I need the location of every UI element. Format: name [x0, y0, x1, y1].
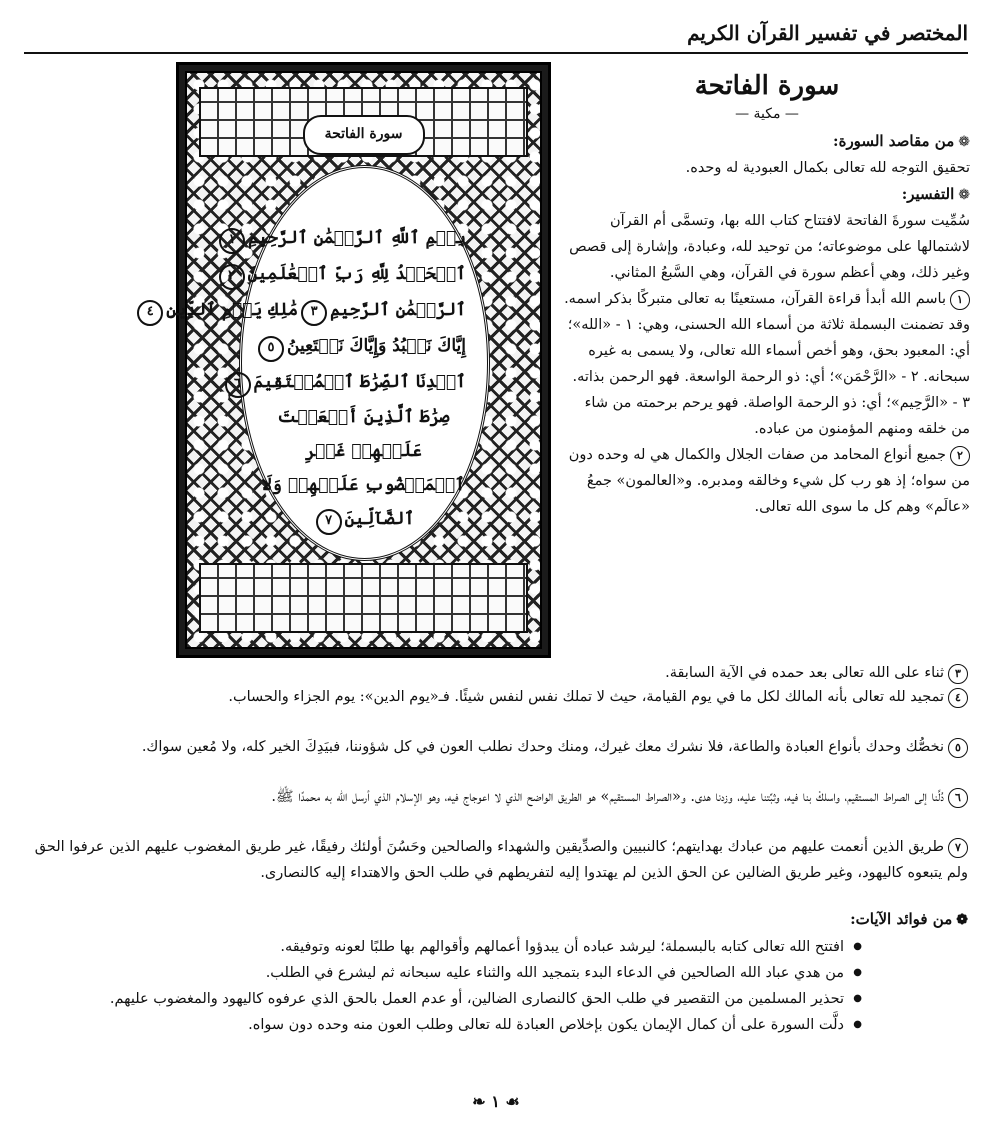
ayah-line: ٱلرَّحۡمَٰنِ ٱلرَّحِيمِ٣مَٰلِكِ يَوۡمِ ٱلدِّينِ٤: [261, 292, 466, 328]
ayah-number: ٣: [301, 300, 327, 326]
sura-type: — مكية —: [735, 106, 799, 122]
ayat-text: [146, 220, 466, 536]
ornament-icon: ☙: [499, 1092, 520, 1111]
sura-title: سورة الفاتحة: [694, 71, 840, 101]
verse-number: ٢: [950, 446, 970, 466]
tafsir-verse-1: ١باسم الله أبدأ قراءة القرآن، مستعينًا به تعالى متبركًا بذكر اسمه. وقد تضمنت البسملة ثلاثة من أسماء الله الحسنى، وهي: ١ - «الله»؛ أي: المعبود بحق، وهو أخص أسماء الله تعالى، ولا يسمى به غيره سبحانه. ٢ - «الرَّحْمَن»؛ أي: ذو الرحمة الواسعة. فهو الرحمن بذاته. ٣ - «الرَّحِيم»؛ أي: ذو الرحمة الواصلة. فهو يرحم برحمته من شاء من خلقه ومنهم المؤمنون من عباده.: [564, 291, 970, 437]
list-item: ● من هدي عباد الله الصالحين في الدعاء البدء بتمجيد الله والثناء عليه سبحانه ثم ليشرع في الطلب.: [24, 960, 862, 986]
tafsir-verse-7: ٧طريق الذين أنعمت عليهم من عبادك بهدايتهم؛ كالنبيين والصدِّيقين والشهداء والصالحين وحَسُنَ أولئك رفيقًا، غير طريق المغضوب عليهم الذين عرفوا الحق ولم يتبعوه كاليهود، وغير طريق الضالين عن الحق الذين لم يهتدوا إليه لتفريطهم في طلب الحق والاهتداء إليه كالنصارى.: [34, 839, 968, 881]
ayah-line: إِيَّاكَ نَعۡبُدُ وَإِيَّاكَ نَسۡتَعِينُ٥: [261, 328, 466, 364]
list-item: ● دلَّت السورة على أن كمال الإيمان يكون بإخلاص العبادة لله تعالى وطلب العون منه وحده دون سواه.: [24, 1012, 862, 1038]
ornament-icon: ❧: [472, 1092, 492, 1111]
verse-number: ٧: [948, 838, 968, 858]
ayah-number: ٤: [137, 300, 163, 326]
tafsir-verse-3: ٣ثناء على الله تعالى بعد حمده في الآية السابقة.: [24, 660, 968, 686]
frame-band-bottom: [199, 563, 528, 633]
flower-icon: ❁: [958, 134, 970, 150]
ayah-number: ٧: [316, 509, 342, 535]
ayah-number: ٦: [225, 372, 251, 398]
tafsir-heading: التفسير:: [901, 185, 955, 203]
flower-icon: ❁: [958, 187, 970, 203]
ayah-line: صِرَٰطَ ٱلَّذِينَ أَنۡعَمۡتَ عَلَيۡهِمۡ غَيۡرِ ٱلۡمَغۡضُوبِ عَلَيۡهِمۡ وَلَا ٱلضَّآلِّينَ٧: [261, 400, 466, 536]
tafsir-verse-4: ٤تمجيد لله تعالى بأنه المالك لكل ما في يوم القيامة، حيث لا تملك نفس لنفس شيئًا. فـ«يوم الدين»: يوم الجزاء والحساب.: [24, 684, 968, 710]
maqasid-heading: من مقاصد السورة:: [833, 132, 955, 150]
header-rule: [24, 52, 968, 54]
verse-number: ٤: [948, 688, 968, 708]
ayah-line: ٱلۡحَمۡدُ لِلَّهِ رَبِّ ٱلۡعَٰلَمِينَ٢: [261, 256, 466, 292]
verse-number: ٣: [948, 664, 968, 684]
tafsir-verse-6: ٦دُلَّنا إلى الصراط المستقيم، واسلكْ بنا فيه، وثبِّتنا عليه، وزدنا هدى. و«الصراط المستقيم» هو الطريق الواضح الذي لا اعوجاج فيه، وهو الإسلام الذي أرسل الله به محمدًا ﷺ.: [24, 784, 968, 810]
ayah-number: ٢: [219, 264, 245, 290]
fawaid-heading: ❁من فوائد الآيات:: [850, 910, 968, 928]
verse-number: ١: [950, 290, 970, 310]
ayah-number: ٥: [258, 336, 284, 362]
page-number: ❧ ١ ☙: [472, 1092, 520, 1111]
tafsir-verse-5: ٥نخصُّك وحدك بأنواع العبادة والطاعة، فلا نشرك معك غيرك، ومنك وحدك نطلب العون في كل شؤوننا، فبيَدِكَ الخير كله، ولا مُعين سواك.: [24, 734, 968, 760]
fatiha-frame: [146, 62, 551, 658]
verse-number: ٦: [948, 788, 968, 808]
ayah-line: بِسۡمِ ٱللَّهِ ٱلرَّحۡمَٰنِ ٱلرَّحِيمِ١: [261, 220, 466, 256]
ayah-number: ١: [219, 228, 245, 254]
sura-name-box: سورة الفاتحة: [303, 115, 425, 155]
right-column: [564, 62, 970, 520]
fawaid-list: [24, 934, 862, 1038]
list-item: ● افتتح الله تعالى كتابه بالبسملة؛ ليرشد عباده أن يبدؤوا أعمالهم وأقوالهم بها طلبًا لعونه وتوفيقه.: [24, 934, 862, 960]
tafsir-verse-2: ٢جميع أنواع المحامد من صفات الجلال والكمال هي له وحده دون من سواه؛ إذ هو رب كل شيء وخالقه ومدبره. و«العالمون» جمعُ «عالَم» وهم كل ما سوى الله تعالى.: [568, 447, 970, 515]
flower-icon: ❁: [956, 912, 968, 928]
running-header: المختصر في تفسير القرآن الكريم: [687, 21, 968, 45]
tafsir-intro: سُمِّيت سورةَ الفاتحة لافتتاح كتاب الله بها، وتسمَّى أم القرآن لاشتمالها على موضوعاته؛ من توحيد لله، وعبادة، وإشارة إلى قصص وغير ذلك، وهي أعظم سورة في القرآن، وهي السَّبعُ المثاني.: [569, 213, 970, 281]
ayah-line: ٱهۡدِنَا ٱلصِّرَٰطَ ٱلۡمُسۡتَقِيمَ٦: [261, 364, 466, 400]
list-item: ● تحذير المسلمين من التقصير في طلب الحق كالنصارى الضالين، أو عدم العمل بالحق الذي عرفوه كاليهود والمغضوب عليهم.: [24, 986, 862, 1012]
maqasid-text: تحقيق التوجه لله تعالى بكمال العبودية له وحده.: [685, 160, 970, 176]
verse-number: ٥: [948, 738, 968, 758]
